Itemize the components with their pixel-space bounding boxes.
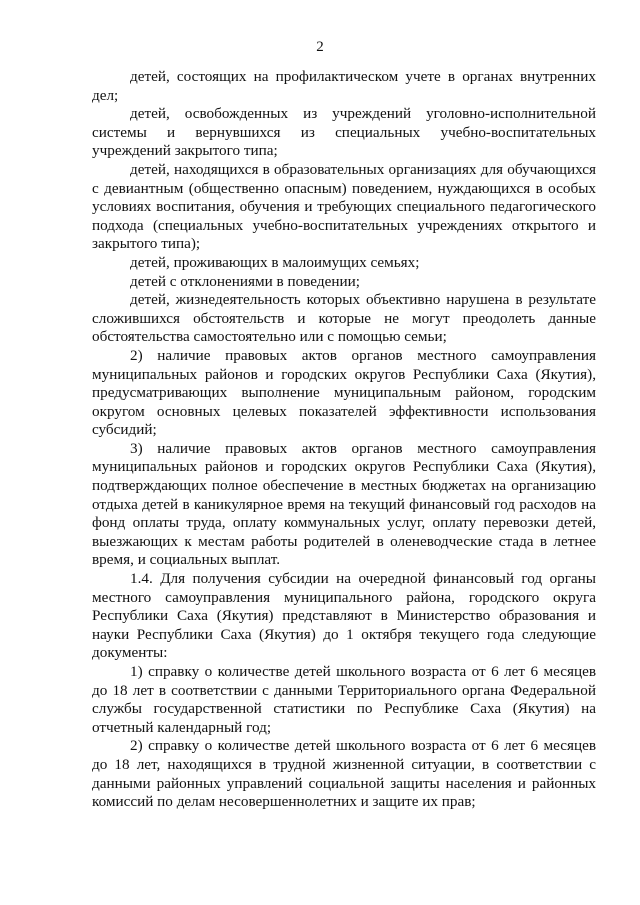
paragraph-list-item-disrupted-life-children: детей, жизнедеятельность которых объективно нарушена в результате сложившихся обстоятельств и которые не могут преодолеть данные обстоятельства самостоятельно или с помощью семьи; <box>92 291 596 346</box>
paragraph-list-item-released-children: детей, освобожденных из учреждений уголовно-исполнительной системы и вернувшихся из специальных учебно-воспитательных учреждений закрытого типа; <box>92 105 596 160</box>
paragraph-list-item-low-income-children: детей, проживающих в малоимущих семьях; <box>130 253 420 271</box>
paragraph-condition-2: 2) наличие правовых актов органов местного самоуправления муниципальных районов и городских округов Республики Саха (Якутия), предусматривающих выполнение муниципальным районом, городским округом основных целевых показателей эффективности использования субсидий; <box>92 346 596 439</box>
paragraph-list-item-behavior-deviation-children: детей с отклонениями в поведении; <box>130 272 360 290</box>
paragraph-document-2: 2) справку о количестве детей школьного возраста от 6 лет 6 месяцев до 18 лет, находящихся в трудной жизненной ситуации, в соответствии с данными районных управлений социальной защиты населения и районных комиссий по делам несовершеннолетних и защите их прав; <box>92 737 596 811</box>
paragraph-condition-3: 3) наличие правовых актов органов местного самоуправления муниципальных районов и городских округов Республики Саха (Якутия), подтверждающих полное обеспечение в местных бюджетах на организацию отдыха детей в каникулярное время на текущий финансовый год расходов на фонд оплаты труда, оплату коммунальных услуг, оплату перевозки детей, выезжающих к местам работы родителей в оленеводческие стада в летнее время, и социальных выплат. <box>92 439 596 569</box>
page-number: 2 <box>316 39 324 55</box>
document-body <box>92 68 596 812</box>
paragraph-section-1-4: 1.4. Для получения субсидии на очередной финансовый год органы местного самоуправления муниципального района, городского округа Республики Саха (Якутия) представляют в Министерство образования и науки Республики Саха (Якутия) до 1 октября текущего года следующие документы: <box>92 570 596 662</box>
paragraph-list-item-deviant-behavior-children: детей, находящихся в образовательных организациях для обучающихся с девиантным (общественно опасным) поведением, нуждающихся в особых условиях воспитания, обучения и требующих специального педагогического подхода (специальных учебно-воспитательных учреждениях открытого и закрытого типа); <box>92 160 596 253</box>
paragraph-document-1: 1) справку о количестве детей школьного возраста от 6 лет 6 месяцев до 18 лет в соответствии с данными Территориального органа Федеральной службы государственной статистики по Республике Саха (Якутия) на отчетный календарный год; <box>92 663 596 736</box>
paragraph-list-item-registered-children: детей, состоящих на профилактическом учете в органах внутренних дел; <box>92 68 596 104</box>
